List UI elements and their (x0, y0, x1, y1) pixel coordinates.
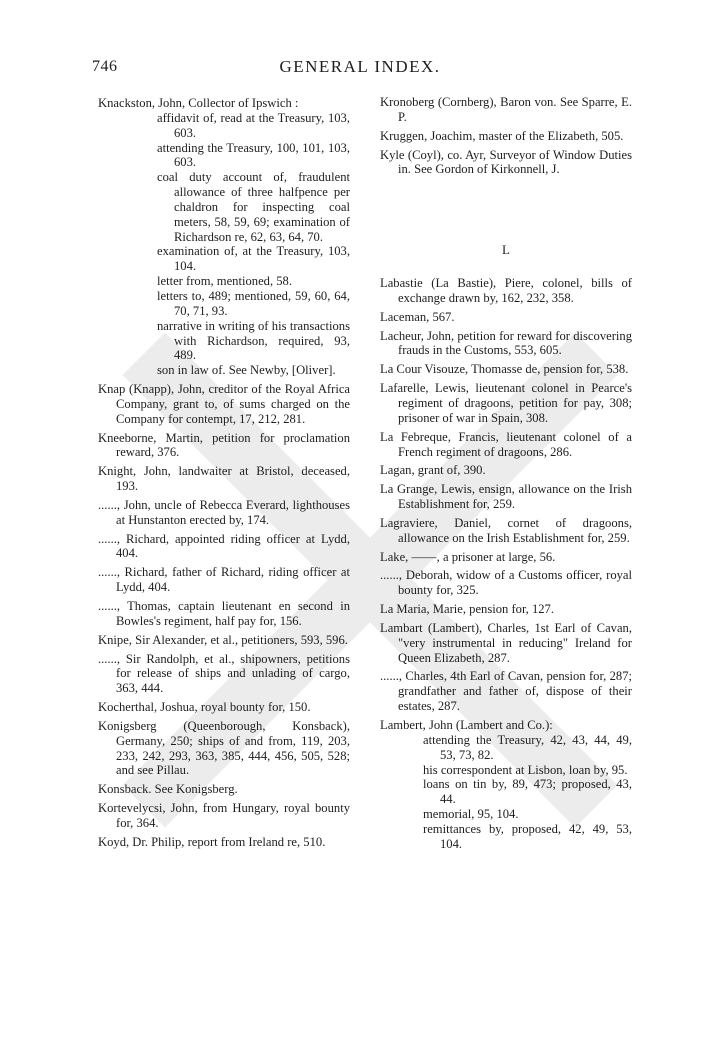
index-entry: Knap (Knapp), John, creditor of the Royal Africa Company, grant to, of sums charged on the Company for contempt, 17, 212, 281. (98, 382, 350, 426)
index-entry: Kyle (Coyl), co. Ayr, Surveyor of Window Duties in. See Gordon of Kirkonnell, J. (380, 147, 632, 177)
index-entry: Lacheur, John, petition for reward for discovering frauds in the Customs, 553, 605. (380, 328, 632, 358)
page-number: 746 (92, 58, 118, 75)
index-entry: Knipe, Sir Alexander, et al., petitioners, 593, 596. (98, 632, 348, 647)
index-entry-knackston: Knackston, John, Collector of Ipswich : (98, 96, 299, 110)
left-column (98, 96, 350, 854)
running-header: GENERAL INDEX. (279, 57, 441, 76)
section-letter: L (502, 242, 510, 258)
index-entry: Konigsberg (Queenborough, Konsback), Germany, 250; ships of and from, 119, 203, 233, 242, 293, 363, 385, 444, 456, 505, 528; and see Pillau. (98, 718, 350, 778)
index-entry: Lafarelle, Lewis, lieutenant colonel in Pearce's regiment of dragoons, petition for pay, 308; prisoner of war in Spain, 308. (380, 381, 632, 425)
index-entry: ......, Richard, appointed riding officer at Lydd, 404. (98, 531, 350, 561)
index-entry: Kronoberg (Cornberg), Baron von. See Sparre, E. P. (380, 95, 632, 124)
sub-entry: remittances by, proposed, 42, 49, 53, 104. (423, 821, 632, 851)
sub-entry: attending the Treasury, 42, 43, 44, 49, 53, 73, 82. (423, 732, 632, 762)
index-entry: ......, John, uncle of Rebecca Everard, lighthouses at Hunstanton erected by, 174. (98, 497, 350, 527)
index-entry: Kocherthal, Joshua, royal bounty for, 150. (98, 700, 311, 715)
sub-entry: his correspondent at Lisbon, loan by, 95. (423, 762, 628, 777)
index-entry: Laceman, 567. (380, 309, 455, 324)
index-entry: Labastie (La Bastie), Piere, colonel, bills of exchange drawn by, 162, 232, 358. (380, 276, 632, 305)
index-entry: Konsback. See Konigsberg. (98, 782, 238, 797)
index-entry: La Febreque, Francis, lieutenant colonel of a French regiment of dragoons, 286. (380, 429, 632, 459)
index-entry: Lake, ——, a prisoner at large, 56. (380, 549, 556, 564)
sub-entry: memorial, 95, 104. (423, 807, 519, 822)
index-entry: ......, Deborah, widow of a Customs officer, royal bounty for, 325. (380, 568, 632, 598)
sub-entry: son in law of. See Newby, [Oliver]. (157, 363, 336, 378)
sub-entry: loans on tin by, 89, 473; proposed, 43, 44. (423, 777, 632, 807)
sub-entry: examination of, at the Treasury, 103, 104. (157, 244, 350, 274)
index-entry: ......, Thomas, captain lieutenant en second in Bowles's regiment, half pay for, 156. (98, 599, 350, 628)
index-entry: ......, Charles, 4th Earl of Cavan, pension for, 287; grandfather and father of, dispose of their estates, 287. (380, 669, 632, 714)
sub-entry: attending the Treasury, 100, 101, 103, 603. (157, 140, 350, 170)
index-entry: Lagan, grant of, 390. (380, 463, 486, 478)
sub-entry: affidavit of, read at the Treasury, 103, 603. (157, 110, 350, 140)
index-entry: Lagraviere, Daniel, cornet of dragoons, allowance on the Irish Establishment for, 259. (380, 515, 632, 545)
index-entry: La Maria, Marie, pension for, 127. (380, 602, 555, 617)
index-entry: ......, Richard, father of Richard, riding officer at Lydd, 404. (98, 565, 350, 595)
index-entry: Kortevelycsi, John, from Hungary, royal bounty for, 364. (98, 801, 350, 830)
sub-entry: letters to, 489; mentioned, 59, 60, 64, 70, 71, 93. (157, 288, 350, 318)
index-entry: Kneeborne, Martin, petition for proclamation reward, 376. (98, 430, 350, 460)
index-entry: Kruggen, Joachim, master of the Elizabeth, 505. (380, 128, 624, 143)
index-entry: La Grange, Lewis, ensign, allowance on the Irish Establishment for, 259. (380, 482, 632, 512)
index-entry: Koyd, Dr. Philip, report from Ireland re, 510. (98, 834, 326, 849)
right-column (380, 95, 632, 856)
index-entry: Knight, John, landwaiter at Bristol, deceased, 193. (98, 464, 350, 494)
index-entry: La Cour Visouze, Thomasse de, pension for, 538. (380, 362, 629, 377)
index-entry-lambert: Lambert, John (Lambert and Co.): (380, 718, 553, 732)
sub-entry: coal duty account of, fraudulent allowance of three halfpence per chaldron for inspecting coal meters, 58, 59, 69; examination of Richardson re, 62, 63, 64, 70. (157, 170, 350, 244)
index-entry: ......, Sir Randolph, et al., shipowners, petitions for release of ships and unlading of cargo, 363, 444. (98, 651, 350, 696)
sub-entry: narrative in writing of his transactions with Richardson, required, 93, 489. (157, 318, 350, 363)
sub-entry: letter from, mentioned, 58. (157, 274, 292, 289)
index-entry: Lambart (Lambert), Charles, 1st Earl of Cavan, "very instrumental in reducing" Ireland for Queen Elizabeth, 287. (380, 620, 632, 665)
